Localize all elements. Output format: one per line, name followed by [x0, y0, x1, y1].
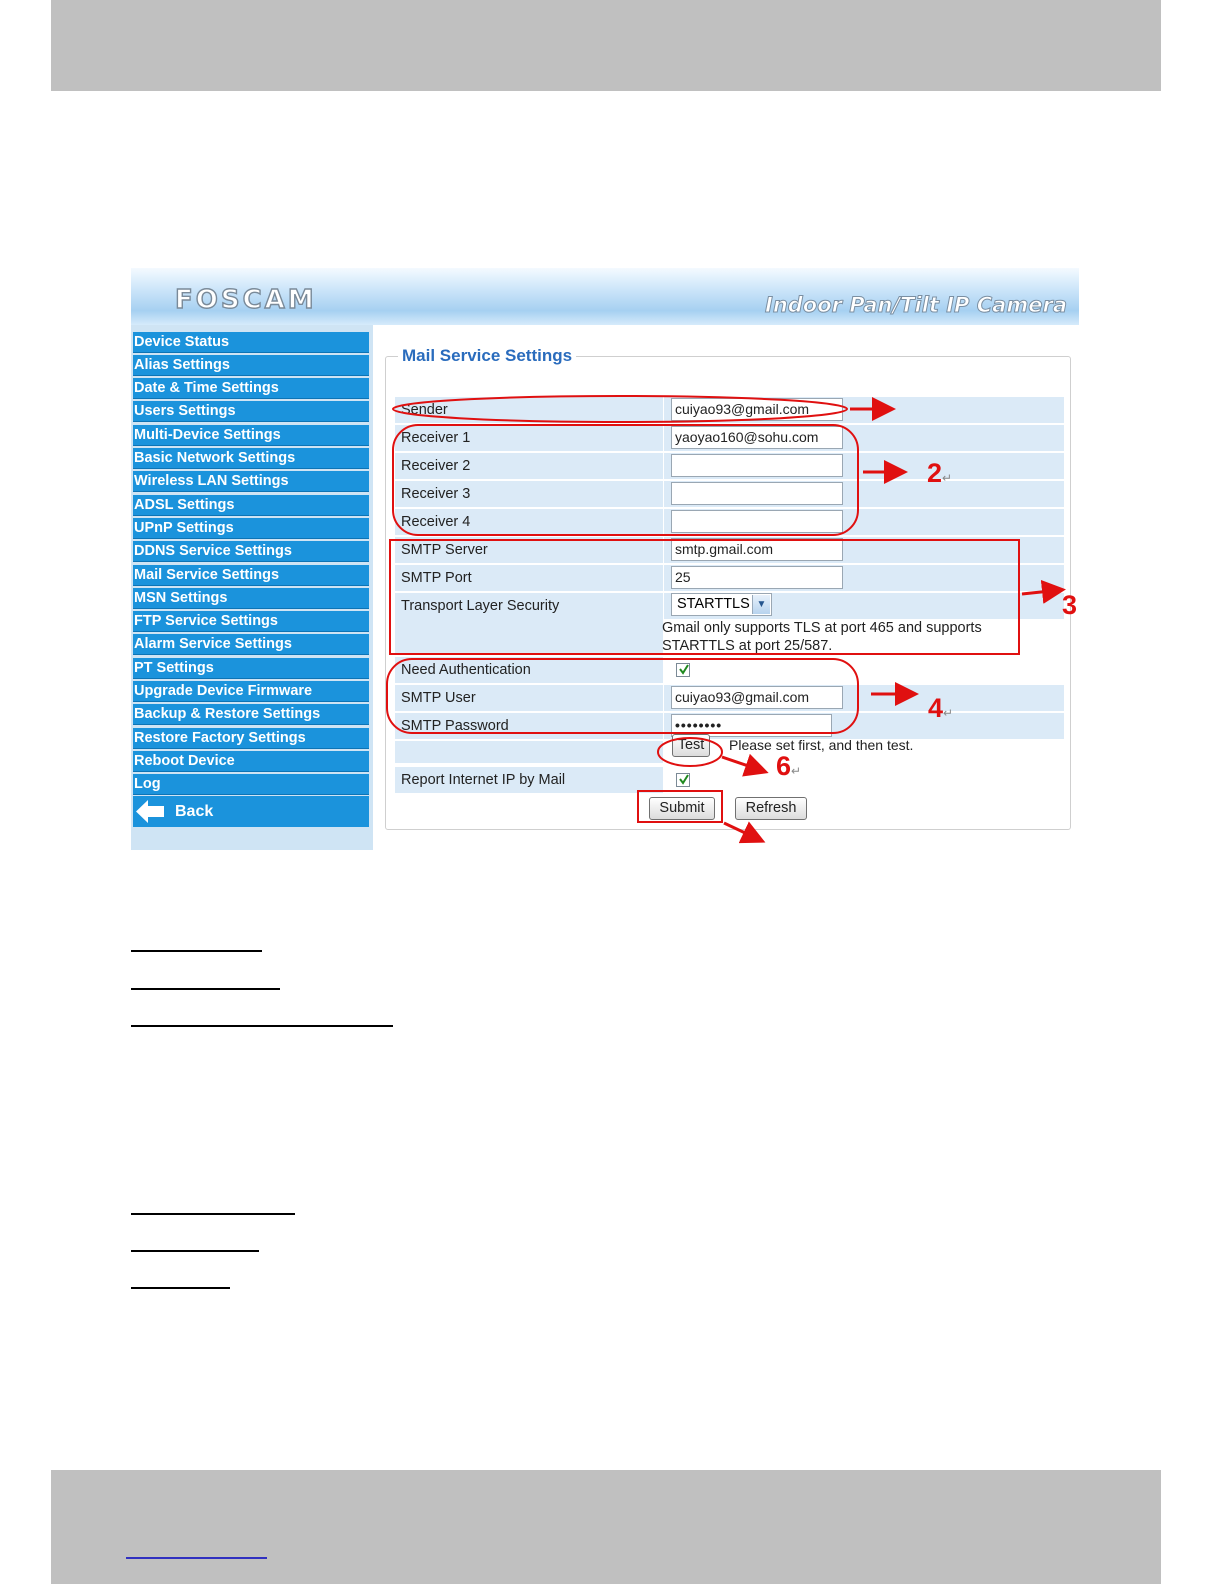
report-ip-checkbox[interactable]	[676, 773, 690, 787]
sidebar-item-reboot-device[interactable]: Reboot Device	[133, 751, 369, 772]
callout-4: 4↵	[928, 693, 954, 723]
foscam-logo: FOSCAM	[175, 285, 317, 315]
check-icon	[679, 664, 689, 675]
mail-service-settings-panel	[385, 346, 1071, 830]
receiver-2-label: Receiver 2	[395, 453, 663, 479]
receiver-1-label: Receiver 1	[395, 425, 663, 451]
receiver-4-input[interactable]	[671, 510, 843, 533]
smtp-user-label: SMTP User	[395, 685, 663, 711]
sidebar-item-upgrade-device-firmware[interactable]: Upgrade Device Firmware	[133, 681, 369, 702]
smtp-server-label: SMTP Server	[395, 537, 663, 563]
smtp-port-label: SMTP Port	[395, 565, 663, 591]
sidebar-item-upnp-settings[interactable]: UPnP Settings	[133, 518, 369, 539]
tls-note-label-cell	[395, 619, 663, 655]
refresh-button[interactable]: Refresh	[735, 797, 807, 820]
tls-select[interactable]	[671, 593, 772, 616]
need-auth-label: Need Authentication	[395, 657, 663, 683]
sidebar-item-alias-settings[interactable]: Alias Settings	[133, 355, 369, 376]
ui-header	[131, 268, 1079, 325]
text-rule	[131, 988, 280, 990]
sidebar-item-date-time-settings[interactable]: Date & Time Settings	[133, 378, 369, 399]
sidebar-item-mail-service-settings[interactable]: Mail Service Settings	[133, 565, 369, 586]
page-footer-band	[51, 1470, 1161, 1584]
sidebar-item-multi-device-settings[interactable]: Multi-Device Settings	[133, 425, 369, 446]
sidebar-item-restore-factory-settings[interactable]: Restore Factory Settings	[133, 728, 369, 749]
tls-label: Transport Layer Security	[395, 593, 663, 619]
sidebar-item-users-settings[interactable]: Users Settings	[133, 401, 369, 422]
text-rule	[131, 950, 262, 952]
sidebar-item-ddns-service-settings[interactable]: DDNS Service Settings	[133, 541, 369, 562]
check-icon	[679, 774, 689, 785]
sidebar-item-pt-settings[interactable]: PT Settings	[133, 658, 369, 679]
receiver-2-input[interactable]	[671, 454, 843, 477]
back-arrow-icon	[136, 800, 164, 823]
report-ip-label: Report Internet IP by Mail	[395, 767, 663, 793]
submit-button[interactable]: Submit	[649, 797, 715, 820]
text-rule	[131, 1287, 230, 1289]
tls-select-value: STARTTLS	[677, 596, 750, 612]
product-title: Indoor Pan/Tilt IP Camera	[765, 293, 1067, 317]
sidebar-item-device-status[interactable]: Device Status	[133, 332, 369, 353]
sidebar-item-backup-restore-settings[interactable]: Backup & Restore Settings	[133, 704, 369, 725]
smtp-server-input[interactable]: smtp.gmail.com	[671, 538, 843, 561]
callout-3: 3	[1062, 590, 1078, 620]
test-button[interactable]: Test	[672, 734, 710, 757]
test-row-label-cell	[395, 741, 663, 763]
back-label: Back	[175, 803, 214, 820]
smtp-password-input[interactable]: ••••••••	[671, 714, 832, 737]
text-rule	[131, 1213, 295, 1215]
sidebar-item-alarm-service-settings[interactable]: Alarm Service Settings	[133, 634, 369, 655]
chevron-down-icon[interactable]: ▼	[752, 595, 770, 614]
receiver-3-label: Receiver 3	[395, 481, 663, 507]
page-header-band	[51, 0, 1161, 91]
camera-web-ui-screenshot	[131, 268, 1079, 850]
sender-label: Sender	[395, 397, 663, 423]
test-hint: Please set first, and then test.	[729, 737, 914, 753]
callout-2: 2↵	[927, 458, 953, 488]
sidebar-item-basic-network-settings[interactable]: Basic Network Settings	[133, 448, 369, 469]
sender-input[interactable]: cuiyao93@gmail.com	[671, 398, 843, 421]
smtp-password-label: SMTP Password	[395, 713, 663, 739]
smtp-user-input[interactable]: cuiyao93@gmail.com	[671, 686, 843, 709]
back-button[interactable]	[133, 796, 369, 827]
sidebar-item-wireless-lan-settings[interactable]: Wireless LAN Settings	[133, 471, 369, 492]
page-title: Mail Service Settings	[398, 346, 576, 366]
sidebar	[131, 325, 373, 850]
sidebar-item-ftp-service-settings[interactable]: FTP Service Settings	[133, 611, 369, 632]
text-rule	[131, 1025, 393, 1027]
callout-6: 6↵	[776, 751, 802, 781]
receiver-4-label: Receiver 4	[395, 509, 663, 535]
receiver-3-input[interactable]	[671, 482, 843, 505]
sidebar-item-log[interactable]: Log	[133, 774, 369, 795]
smtp-port-input[interactable]: 25	[671, 566, 843, 589]
text-rule	[131, 1250, 259, 1252]
need-auth-checkbox[interactable]	[676, 663, 690, 677]
tls-note: Gmail only supports TLS at port 465 and supports STARTTLS at port 25/587.	[662, 620, 982, 654]
footer-link-underline[interactable]	[126, 1557, 267, 1559]
sidebar-item-msn-settings[interactable]: MSN Settings	[133, 588, 369, 609]
sidebar-item-adsl-settings[interactable]: ADSL Settings	[133, 495, 369, 516]
receiver-1-input[interactable]: yaoyao160@sohu.com	[671, 426, 843, 449]
